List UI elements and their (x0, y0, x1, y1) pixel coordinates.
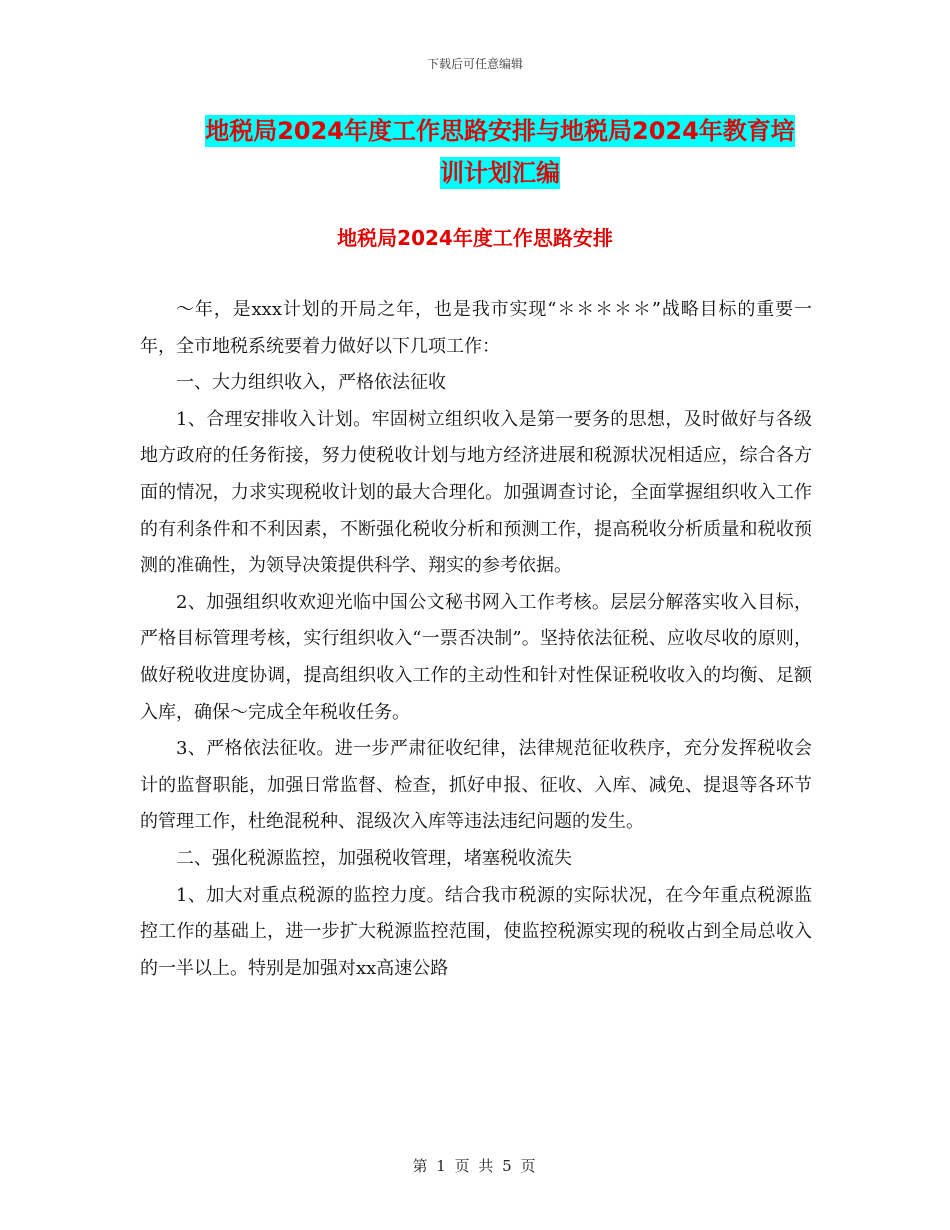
document-title (195, 110, 805, 194)
document-body (140, 292, 812, 987)
paragraph: 一、大力组织收入，严格依法征收 (176, 372, 446, 394)
paragraph: ～年，是xxx计划的开局之年，也是我市实现“＊＊＊＊＊”战略目标的重要一年，全市地税系统要着力做好以下几项工作： (140, 299, 812, 357)
paragraph: 2、加强组织收欢迎光临中国公文秘书网入工作考核。层层分解落实收入目标，严格目标管理考核，实行组织收入“一票否决制”。坚持依法征税、应收尽收的原则，做好税收进度协调，提高组织收入工作的主动性和针对性保证税收收入的均衡、足额入库，确保～完成全年税收任务。 (140, 591, 812, 723)
paragraph: 3、严格依法征收。进一步严肃征收纪律，法律规范征收秩序，充分发挥税收会计的监督职能，加强日常监督、检查，抓好申报、征收、入库、减免、提退等各环节的管理工作，杜绝混税种、混级次入库等违法违纪问题的发生。 (140, 738, 812, 833)
header-note: 下载后可任意编辑 (426, 57, 523, 71)
paragraph: 1、加大对重点税源的监控力度。结合我市税源的实际状况，在今年重点税源监控工作的基础上，进一步扩大税源监控范围，使监控税源实现的税收占到全局总收入的一半以上。特别是加强对xx高速公路 (140, 884, 812, 979)
paragraph: 1、合理安排收入计划。牢固树立组织收入是第一要务的思想，及时做好与各级地方政府的任务衔接，努力使税收计划与地方经济进展和税源状况相适应，综合各方面的情况，力求实现税收计划的最大合理化。加强调查讨论，全面掌握组织收入工作的有利条件和不利因素，不断强化税收分析和预测工作，提高税收分析质量和税收预测的准确性，为领导决策提供科学、翔实的参考依据。 (140, 408, 812, 577)
page-footer: 第 1 页 共 5 页 (412, 1157, 538, 1175)
section-title: 地税局2024年度工作思路安排 (337, 226, 613, 250)
paragraph: 二、强化税源监控，加强税收管理，堵塞税收流失 (176, 847, 572, 869)
document-title-text: 地税局2024年度工作思路安排与地税局2024年教育培训计划汇编 (205, 117, 795, 187)
